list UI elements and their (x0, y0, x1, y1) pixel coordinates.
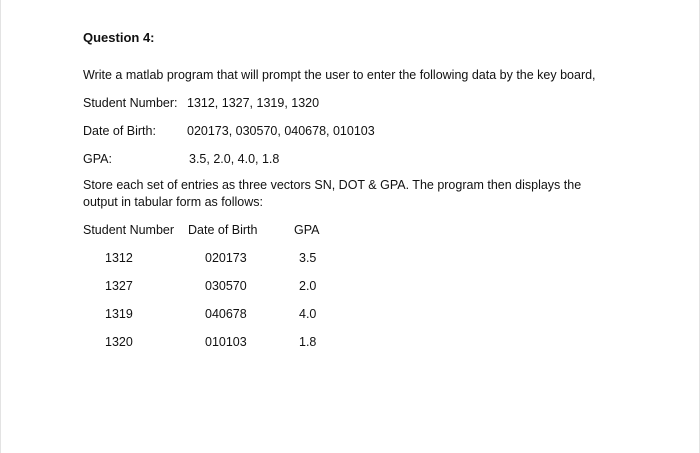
student-number-label: Student Number: (83, 96, 178, 110)
table-cell-date-of-birth: 010103 (205, 335, 247, 349)
instruction-line-1: Store each set of entries as three vectors SN, DOT & GPA. The program then displays the (83, 178, 582, 192)
table-header-gpa: GPA (294, 223, 320, 237)
date-of-birth-label: Date of Birth: (83, 124, 156, 138)
table-cell-date-of-birth: 030570 (205, 279, 247, 293)
gpa-values: 3.5, 2.0, 4.0, 1.8 (189, 152, 280, 166)
table-cell-gpa: 4.0 (299, 307, 317, 321)
table-cell-student-number: 1327 (105, 279, 133, 293)
table-header-student-number: Student Number (83, 223, 175, 237)
table-cell-gpa: 2.0 (299, 279, 317, 293)
table-cell-student-number: 1320 (105, 335, 133, 349)
gpa-label: GPA: (83, 152, 112, 166)
table-cell-date-of-birth: 020173 (205, 251, 247, 265)
table-cell-gpa: 1.8 (299, 335, 317, 349)
table-cell-gpa: 3.5 (299, 251, 317, 265)
question-intro: Write a matlab program that will prompt the user to enter the following data by the key board, (83, 68, 596, 82)
table-cell-student-number: 1319 (105, 307, 133, 321)
table-header-date-of-birth: Date of Birth (188, 223, 258, 237)
instruction-paragraph (83, 177, 643, 211)
table-cell-date-of-birth: 040678 (205, 307, 247, 321)
question-heading: Question 4: (83, 30, 155, 45)
student-number-values: 1312, 1327, 1319, 1320 (187, 96, 320, 110)
page-left-border (0, 0, 1, 453)
instruction-line-2: output in tabular form as follows: (83, 195, 263, 209)
table-cell-student-number: 1312 (105, 251, 133, 265)
date-of-birth-values: 020173, 030570, 040678, 010103 (187, 124, 375, 138)
